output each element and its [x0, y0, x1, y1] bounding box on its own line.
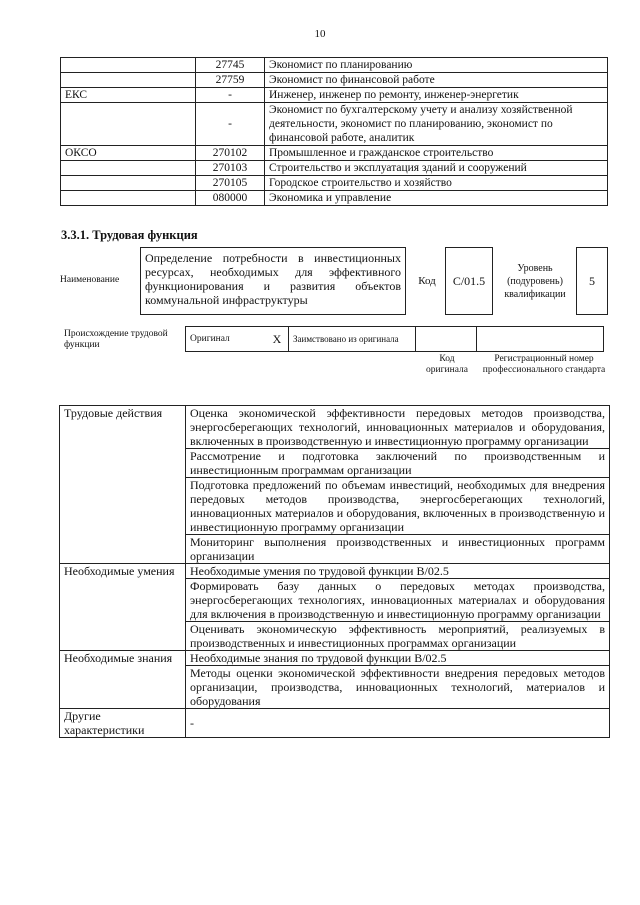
table-cell: Экономист по финансовой работе [265, 73, 608, 88]
table-cell: Экономика и управление [265, 191, 608, 206]
function-code: C/01.5 [445, 247, 493, 315]
table-row [60, 406, 610, 449]
knowledge-item: Методы оценки экономической эффективности внедрения передовых методов организации, производства, инновационных технологий, материалов и оборудования [186, 666, 610, 709]
skill-item: Формировать базу данных о передовых методах производства, энергосберегающих технологиях, инновационных материалах и оборудования для включения в производственную и инвестиционную программу организации [186, 579, 610, 622]
origin-table [185, 326, 604, 352]
table-row [61, 191, 608, 206]
table-cell: ОКСО [61, 146, 196, 161]
table-cell: 270102 [196, 146, 265, 161]
table-cell: Экономист по планированию [265, 58, 608, 73]
table-cell: ЕКС [61, 88, 196, 103]
table-row [61, 176, 608, 191]
table-cell [61, 161, 196, 176]
knowledge-item: Необходимые знания по трудовой функции B/02.5 [186, 651, 610, 666]
other-label: Другие характеристики [60, 709, 186, 738]
table-cell: 270103 [196, 161, 265, 176]
table-row [61, 103, 608, 146]
original-cell: Оригинал [186, 327, 267, 352]
table-cell: Экономист по бухгалтерскому учету и анализу хозяйственной деятельности, экономист по планированию, экономист по финансовой работе, аналитик [265, 103, 608, 146]
level-label: Уровень (подуровень) квалификации [504, 262, 566, 300]
table-cell: 270105 [196, 176, 265, 191]
section-title: 3.3.1. Трудовая функция [61, 228, 198, 242]
other-value: - [186, 709, 610, 738]
table-row [60, 709, 610, 738]
skill-item: Оценивать экономическую эффективность мероприятий, реализуемых в производственных и инвестиционных программах организации [186, 622, 610, 651]
table-cell: - [196, 103, 265, 146]
page-number: 10 [314, 28, 326, 40]
skills-label: Необходимые умения [60, 564, 186, 651]
table-cell [61, 58, 196, 73]
function-name: Определение потребности в инвестиционных ресурсах, необходимых для эффективного функционирования и развития объектов коммунальной инфраструктуры [140, 247, 406, 315]
table-cell [61, 103, 196, 146]
table-cell: - [196, 88, 265, 103]
reg-number-cell [477, 327, 604, 352]
code-original-caption: Код оригинала [426, 354, 468, 375]
table-row [60, 564, 610, 579]
action-item: Рассмотрение и подготовка заключений по производственным и инвестиционным программам организации [186, 449, 610, 478]
origin-label: Происхождение трудовой функции [64, 329, 168, 350]
reg-number-caption: Регистрационный номер профессионального стандарта [482, 354, 606, 375]
table-row [61, 88, 608, 103]
table-row [61, 58, 608, 73]
table-row [61, 161, 608, 176]
table-cell [61, 191, 196, 206]
table-row [60, 651, 610, 666]
knowledge-label: Необходимые знания [60, 651, 186, 709]
table-cell [61, 176, 196, 191]
action-item: Подготовка предложений по объемам инвестиций, необходимых для внедрения передовых методов производства, энергосберегающих технологий, инновационных материалов и оборудования, включенных в производственную и инвестиционную программу организации [186, 478, 610, 535]
action-item: Оценка экономической эффективности передовых методов производства, энергосберегающих технологий, инновационных материалов и оборудования, включенных в производственную и инвестиционную программу организации [186, 406, 610, 449]
table-cell: 27745 [196, 58, 265, 73]
borrowed-cell: Заимствовано из оригинала [289, 327, 416, 352]
table-cell: 27759 [196, 73, 265, 88]
name-label: Наименование [60, 275, 120, 285]
table-row [61, 146, 608, 161]
table-cell: Городское строительство и хозяйство [265, 176, 608, 191]
skill-item: Необходимые умения по трудовой функции B/02.5 [186, 564, 610, 579]
actions-label: Трудовые действия [60, 406, 186, 564]
table-cell [61, 73, 196, 88]
table-cell: Промышленное и гражданское строительство [265, 146, 608, 161]
table-row [186, 327, 604, 352]
table-cell: 080000 [196, 191, 265, 206]
action-item: Мониторинг выполнения производственных и инвестиционных программ организации [186, 535, 610, 564]
classification-table [60, 57, 608, 206]
original-mark: X [266, 327, 289, 352]
function-details-table [59, 405, 610, 738]
code-original-cell [416, 327, 477, 352]
code-label: Код [418, 275, 436, 287]
table-cell: Строительство и эксплуатация зданий и сооружений [265, 161, 608, 176]
table-cell: Инженер, инженер по ремонту, инженер-энергетик [265, 88, 608, 103]
qualification-level: 5 [576, 247, 608, 315]
table-row [61, 73, 608, 88]
